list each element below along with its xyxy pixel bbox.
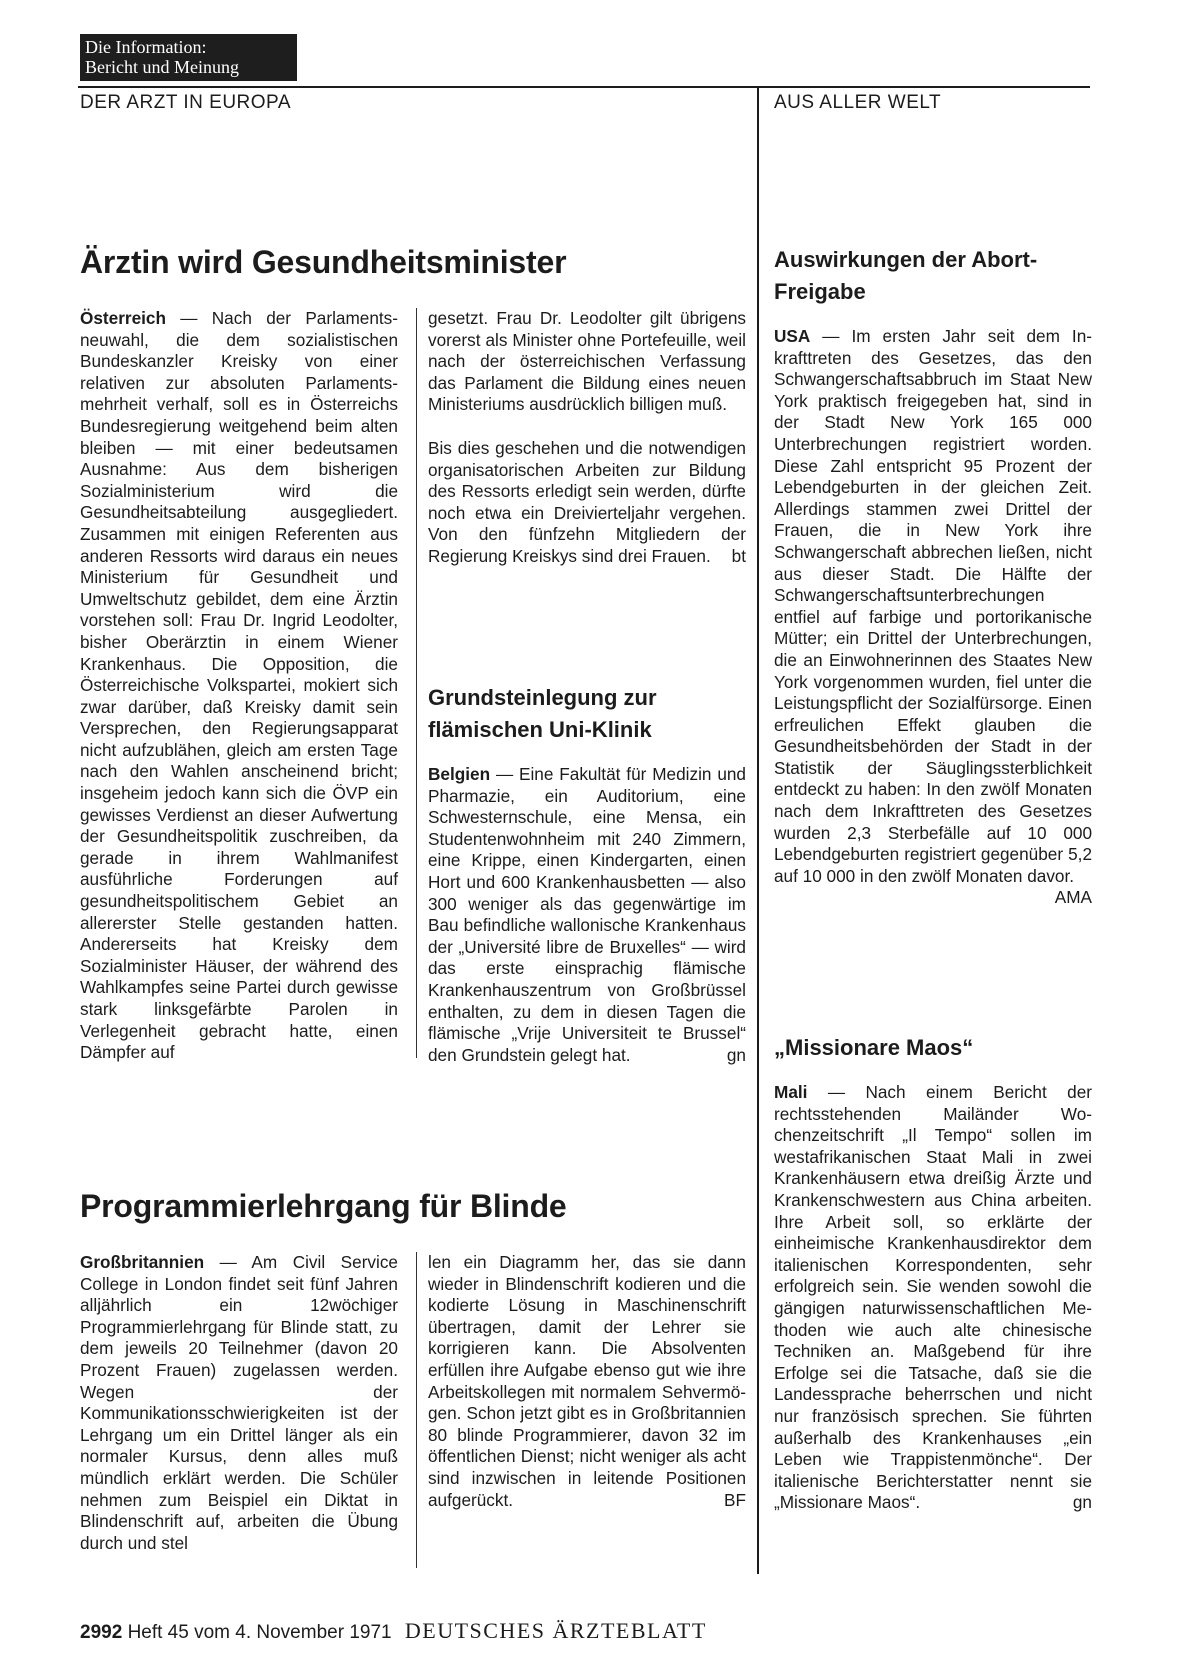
page-number: 2992 bbox=[80, 1622, 123, 1643]
header-rule bbox=[78, 86, 1090, 88]
article-column bbox=[428, 308, 746, 568]
article-title: Auswirkungen der Abort-Freigabe bbox=[774, 247, 1038, 304]
article-title: „Missionare Maos“ bbox=[774, 1035, 974, 1060]
article-column bbox=[428, 764, 746, 1066]
article-column bbox=[80, 1252, 398, 1554]
article-column bbox=[774, 1082, 1092, 1514]
column-divider bbox=[757, 86, 759, 1574]
article-body: Bis dies geschehen und die notwendigen organisatorischen Arbeiten zur Bildung des Ressorts erledigt sein werden, dürfte noch etwa ein Dreivierteljahr vergehen. Von den fünfzehn Mitgliedern der Regierung Kreiskys sind drei Frauen. bbox=[428, 437, 746, 566]
article-title: Ärztin wird Gesundheitsminister bbox=[80, 244, 567, 280]
article-body: — Eine Fakultät für Medizin und Pharmazie, ein Auditorium, eine Schwesternschule, eine Mensa, ein Studentenwohnheim mit 240 Zimmern, eine Krippe, einen Kindergarten, einen Hort und 600 Krankenhausbetten — also 300 weniger als das gegenwärtige im Bau befindliche wallonische Krankenhaus der „Université libre de Bruxelles“ — wird das erste einsprachig flämische Krankenhauszentrum von Großbrüssel enthalten, zu dem in diesen Tagen die flämische „Vrije Universiteit te Brussel“ den Grundstein gelegt hat. bbox=[428, 764, 746, 1065]
section-tag bbox=[80, 34, 297, 81]
column-rule bbox=[416, 308, 417, 1058]
article-location: Großbritannien bbox=[80, 1252, 205, 1272]
article-column bbox=[428, 1252, 746, 1511]
article-location: Mali bbox=[774, 1082, 808, 1102]
article-location: USA bbox=[774, 326, 811, 346]
article-body: — Am Civil Service College in London findet seit fünf Jahren alljährlich ein 12wöchiger Programmierlehrgang für Blinde statt, zu dem jeweils 20 Teilnehmer (davon 20 Prozent Frauen) zugelassen werden. Wegen der Kommunikationsschwierigkeiten ist der Lehrgang um ein Drittel länger als ein normaler Kursus, denn alles muß mündlich erklärt werden. Die Schüler nehmen zum Beispiel ein Diktat in Blindenschrift auf, arbeiten die Übung durch und stel bbox=[80, 1252, 398, 1553]
issue-info: Heft 45 vom 4. November 1971 bbox=[127, 1622, 392, 1643]
article-body: — Nach der Parlamentsneuwahl, die dem sozialistischen Bundeskanzler Kreisky von einer relativen zur absoluten Parlamentsmehrheit verhalf, soll es in Österreichs Bundesregierung weitgehend beim alten bleiben — mit einer bedeutsamen Ausnahme: Aus dem bisherigen Sozialministerium wird die Gesundheitsabteilung ausgegliedert. Zusammen mit einigen Referenten aus anderen Ressorts wird daraus ein neues Ministerium für Gesundheit und Umweltschutz gebildet, dem eine Ärztin vorstehen soll: Frau Dr. Ingrid Leodolter, bisher Oberärztin in einem Wiener Krankenhaus. Die Opposition, die Österreichische Volkspartei, mokiert sich zwar darüber, daß Kreisky damit sein Versprechen, den Regierungsapparat nicht aufzublähen, gleich am ersten Tage nach den Wahlen anscheinend bricht; insgeheim jedoch kann sich die ÖVP ein gewisses Verdienst an dieser Aufwertung der Gesundheitspolitik zuschreiben, da gerade in ihrem Wahlmanifest ausführliche Forderungen auf gesundheitspolitischem Gebiet an allererster Stelle gestanden hatten. Andererseits hat Kreisky dem Sozialminister Häuser, der während des Wahlkampfes seine Partei durch gewisse stark linksgefärbte Parolen in Verlegenheit gebracht hatte, einen Dämpfer auf bbox=[80, 308, 398, 1063]
masthead: DEUTSCHES ÄRZTEBLATT bbox=[404, 1618, 707, 1643]
article-title: Grundsteinlegung zur flämischen Uni-Klinik bbox=[428, 685, 657, 742]
author-initials: gn bbox=[1072, 1492, 1092, 1513]
article-body: — Im ersten Jahr seit dem Inkrafttreten des Gesetzes, das den Schwangerschaftsabbruch im Staat New York praktisch freigegeben hat, sind in der Stadt New York 165 000 Unterbrechungen registriert worden. Diese Zahl entspricht 95 Prozent der Lebendgeburten in der gleichen Zeit. Allerdings stammen zwei Drittel der Frauen, die in New York ihre Schwangerschaft abbrechen ließen, nicht aus dieser Stadt. Die Hälfte der Schwangerschaftsunterbrechungen entfiel auf farbige und portorikanische Mütter; ein Drittel der Unterbrechungen, die an Einwohnerinnen des Staates New York vorgenommen wurden, fiel unter die Leistungspflicht der Sozialfürsorge. Einen erfreulichen Effekt glauben die Gesundheitsbehörden der Stadt in der Statistik der Säuglingssterblichkeit entdeckt zu haben: In den zwölf Monaten nach dem Inkrafttreten des Gesetzes wurden 2,3 Sterbefälle auf 10 000 Lebendgeburten registriert gegenüber 5,2 auf 10 000 in den zwölf Monaten davor. bbox=[774, 326, 1092, 886]
column-rule bbox=[416, 1252, 417, 1568]
section-tag-line2: Bericht und Meinung bbox=[85, 57, 239, 77]
article-column bbox=[80, 308, 398, 1064]
article-body: len ein Diagramm her, das sie dann wieder in Blindenschrift kodieren und die kodierte Lösung in Maschinenschrift übertragen, damit der Lehrer sie korrigieren kann. Die Absolventen erfüllen ihre Aufgabe ebenso gut wie ihre Arbeitskollegen mit normalem Sehvermögen. Schon jetzt gibt es in Großbritannien 80 blinde Programmierer, davon 32 im öffentlichen Dienst; nicht weniger als acht sind inzwischen in leitende Positionen aufgerückt. bbox=[428, 1252, 746, 1510]
article-body: — Nach einem Bericht der rechtsstehenden Mailänder Wochenzeitschrift „Il Tempo“ sollen im westafrikanischen Staat Mali in zwei Krankenhäusern etwa dreißig Ärzte und Krankenschwestern aus China arbeiten. Ihre Arbeit soll, so erklärte der einheimische Krankenhausdirektor dem italienischen Korrespondenten, sehr erfolgreich sein. Sie wenden sowohl die gängigen naturwissenschaftlichen Methoden wie auch alte chinesische Techniken an. Maßgebend für ihre Erfolge sei die Tatsache, daß sie die Landessprache beherrschen und nicht nur französisch sprechen. Sie führten außerhalb des Krankenhauses „ein Leben wie Trappistenmönche“. Der italienische Berichterstatter nennt sie „Missionare Maos“. bbox=[774, 1082, 1092, 1513]
article-title: Programmierlehrgang für Blinde bbox=[80, 1188, 567, 1224]
section-label-left: DER ARZT IN EUROPA bbox=[80, 92, 291, 113]
author-initials: BF bbox=[724, 1489, 746, 1510]
article-location: Belgien bbox=[428, 764, 491, 784]
author-initials: AMA bbox=[1054, 887, 1092, 908]
article-column bbox=[774, 326, 1092, 909]
author-initials: gn bbox=[726, 1044, 746, 1065]
article-location: Österreich bbox=[80, 308, 166, 328]
page-footer bbox=[80, 1618, 707, 1644]
section-label-right: AUS ALLER WELT bbox=[774, 92, 942, 113]
article-body: gesetzt. Frau Dr. Leodolter gilt übrigens vorerst als Minister ohne Portefeuille, weil nach der österreichischen Verfassung das Parlament die Bildung eines neuen Ministeriums ausdrücklich billigen muß. bbox=[428, 308, 746, 415]
author-initials: bt bbox=[731, 545, 746, 566]
section-tag-line1: Die Information: bbox=[85, 37, 207, 57]
